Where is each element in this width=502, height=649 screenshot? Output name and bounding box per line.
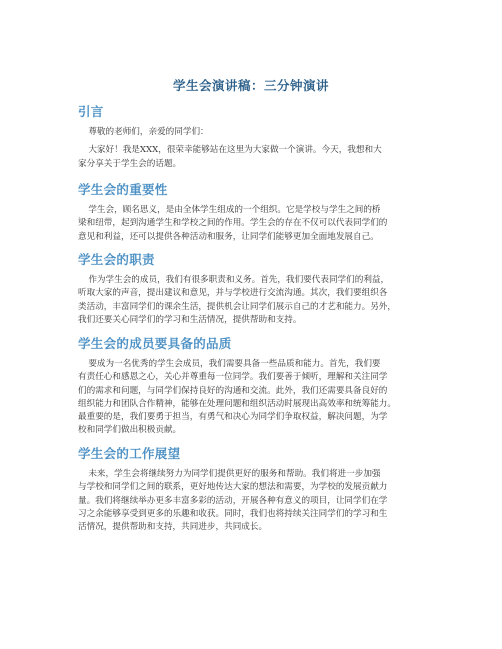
section-qualities	[78, 336, 426, 438]
section-heading-outlook: 学生会的工作展望	[78, 446, 181, 461]
section-heading-importance: 学生会的重要性	[78, 182, 168, 197]
paragraph-duties: 作为学生会的成员，我们有很多职责和义务。首先，我们要代表同学们的利益， 听取大家的声音，提出建议和意见，并与学校进行交流沟通。其次，我们要组织各 类活动，丰富同学们的课余生活，提供机会让同学们展示自己的才艺和能力。另外， 我们还要关心同学们的学习和生活情况，提供帮助和支持。	[78, 275, 396, 325]
section-introduction	[78, 104, 426, 171]
document-title: 学生会演讲稿：三分钟演讲	[172, 78, 329, 93]
section-duties	[78, 252, 426, 327]
paragraph-salutation: 尊敬的老师们，亲爱的同学们：	[88, 127, 209, 137]
section-heading-introduction: 引言	[78, 104, 104, 119]
paragraph-importance: 学生会，顾名思义，是由全体学生组成的一个组织。它是学校与学生之间的桥 梁和纽带，起到沟通学生和学校之间的作用。学生会的存在不仅可以代表同学们的 意见和利益，还可以提供各种活动和服务，让同学们能够更加全面地发展自己。	[78, 205, 388, 242]
section-importance	[78, 182, 426, 244]
section-outlook	[78, 446, 426, 534]
paragraph-greeting: 大家好！我是XXX，很荣幸能够站在这里为大家做一个演讲。今天，我想和大 家分享关于学生会的话题。	[78, 145, 382, 169]
paragraph-outlook: 未来，学生会将继续努力为同学们提供更好的服务和帮助。我们将进一步加强 与学校和同学们之间的联系，更好地传达大家的想法和需要，为学校的发展贡献力 量。我们将继续举办更多丰富多彩的活动，开展各种有意义的项目，让同学们在学 习之余能够享受到更多的乐趣和收获。同时，我们也将持续关注同学们的学习和生 活情况，提供帮助和支持，共同进步，共同成长。	[78, 469, 388, 533]
section-heading-duties: 学生会的职责	[78, 252, 155, 267]
paragraph-qualities: 要成为一名优秀的学生会成员，我们需要具备一些品质和能力。首先，我们要 有责任心和感恩之心，关心并尊重每一位同学。我们要善于倾听，理解和关注同学 们的需求和问题，与同学们保持良好的沟通和交流。此外，我们还需要具备良好的 组织能力和团队合作精神，能够在处理问题和组织活动时展现出高效率和统筹能力。 最重要的是，我们要勇于担当，有勇气和决心为同学们争取权益，解决问题，为学 校和同学们做出积极贡献。	[78, 359, 396, 436]
section-heading-qualities: 学生会的成员要具备的品质	[78, 336, 232, 351]
